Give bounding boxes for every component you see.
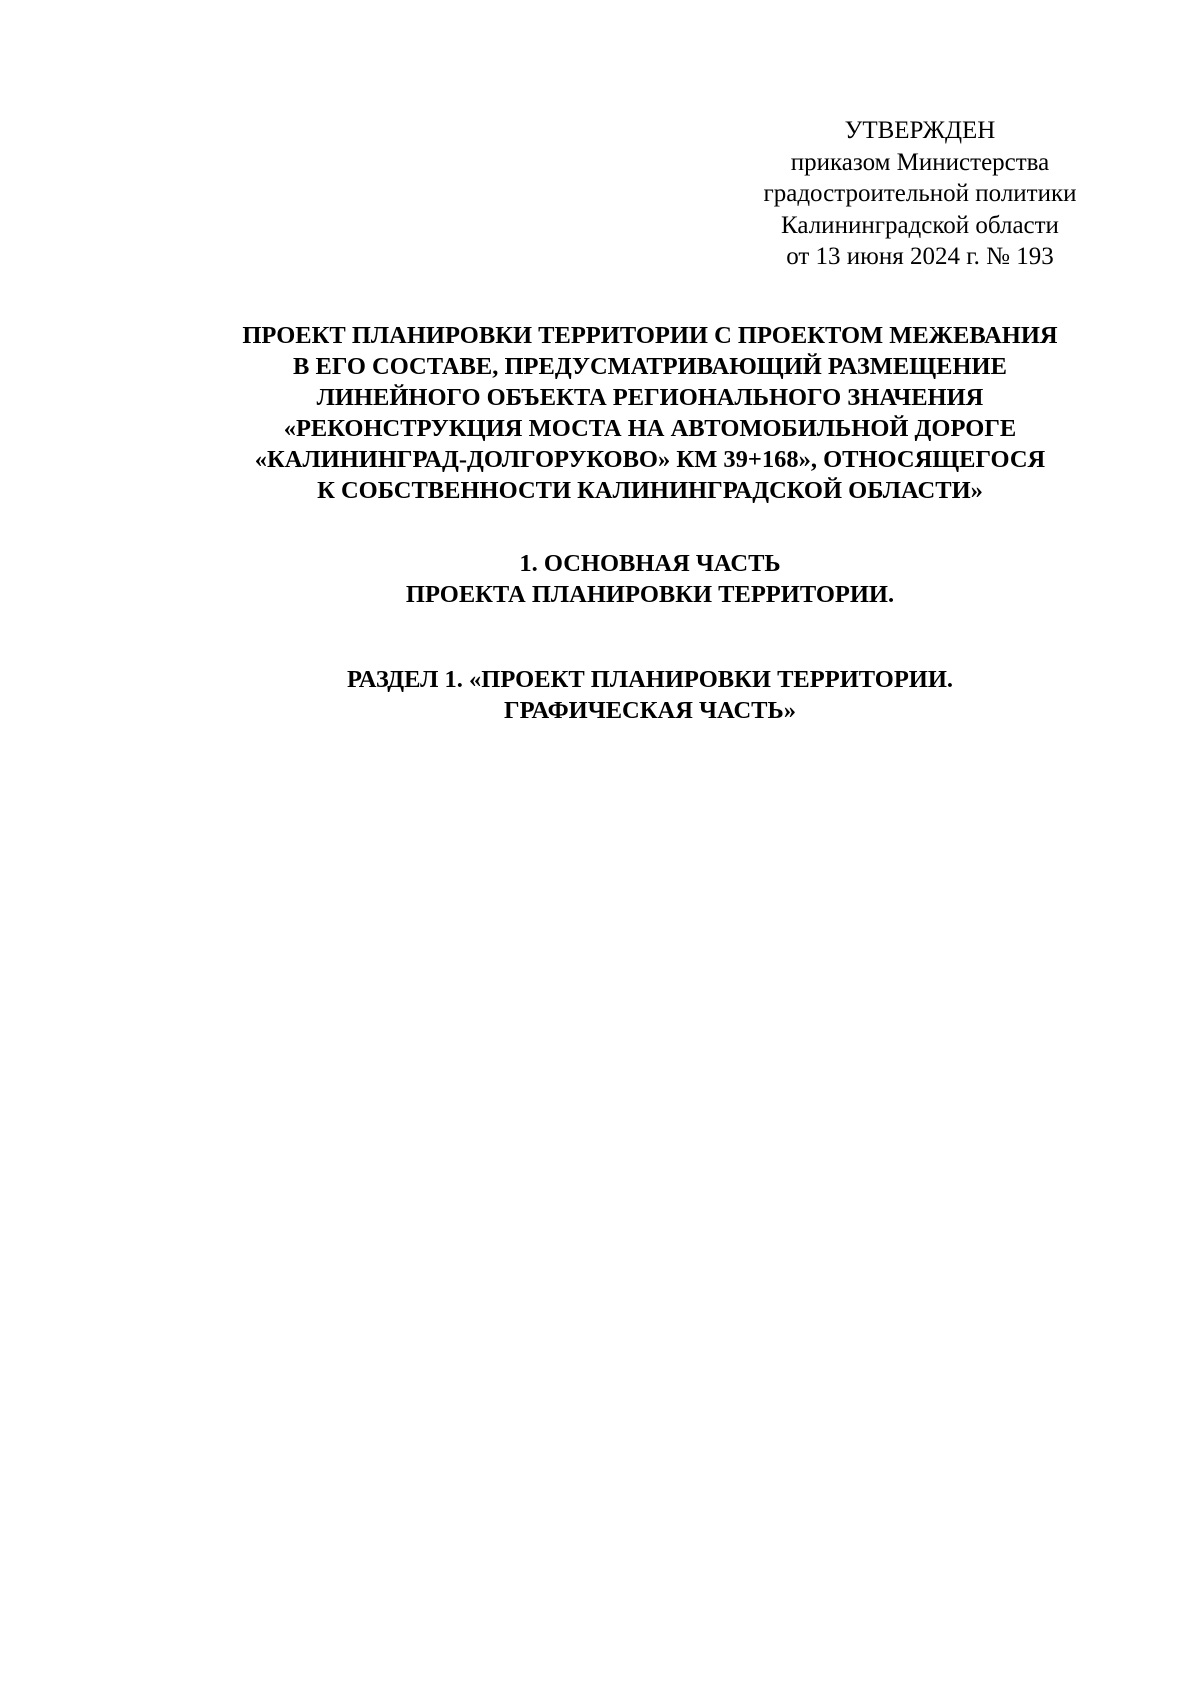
document-title <box>150 320 1150 506</box>
title-line: К СОБСТВЕННОСТИ КАЛИНИНГРАДСКОЙ ОБЛАСТИ» <box>317 477 983 504</box>
approval-line-order: приказом Министерства <box>790 148 1050 176</box>
title-line: ПРОЕКТ ПЛАНИРОВКИ ТЕРРИТОРИИ С ПРОЕКТОМ МЕЖЕВАНИЯ <box>242 322 1058 349</box>
title-line: В ЕГО СОСТАВЕ, ПРЕДУСМАТРИВАЮЩИЙ РАЗМЕЩЕНИЕ <box>293 353 1007 380</box>
part-heading <box>150 548 1150 610</box>
section-heading-line: РАЗДЕЛ 1. «ПРОЕКТ ПЛАНИРОВКИ ТЕРРИТОРИИ. <box>346 666 954 693</box>
title-line: «КАЛИНИНГРАД-ДОЛГОРУКОВО» КМ 39+168», ОТНОСЯЩЕГОСЯ <box>254 446 1046 473</box>
section-heading <box>150 664 1150 726</box>
approval-line-region: Калининградской области <box>781 211 1059 239</box>
part-heading-line: ПРОЕКТА ПЛАНИРОВКИ ТЕРРИТОРИИ. <box>405 581 895 608</box>
part-heading-line: 1. ОСНОВНАЯ ЧАСТЬ <box>519 550 781 577</box>
approval-line-date: от 13 июня 2024 г. № 193 <box>786 243 1054 270</box>
section-heading-line: ГРАФИЧЕСКАЯ ЧАСТЬ» <box>504 697 796 724</box>
approval-status: УТВЕРЖДЕН <box>844 117 996 144</box>
approval-stamp <box>720 115 1120 273</box>
approval-line-ministry: градостроительной политики <box>763 180 1077 207</box>
title-line: «РЕКОНСТРУКЦИЯ МОСТА НА АВТОМОБИЛЬНОЙ ДОРОГЕ <box>283 415 1017 442</box>
title-line: ЛИНЕЙНОГО ОБЪЕКТА РЕГИОНАЛЬНОГО ЗНАЧЕНИЯ <box>316 384 984 411</box>
